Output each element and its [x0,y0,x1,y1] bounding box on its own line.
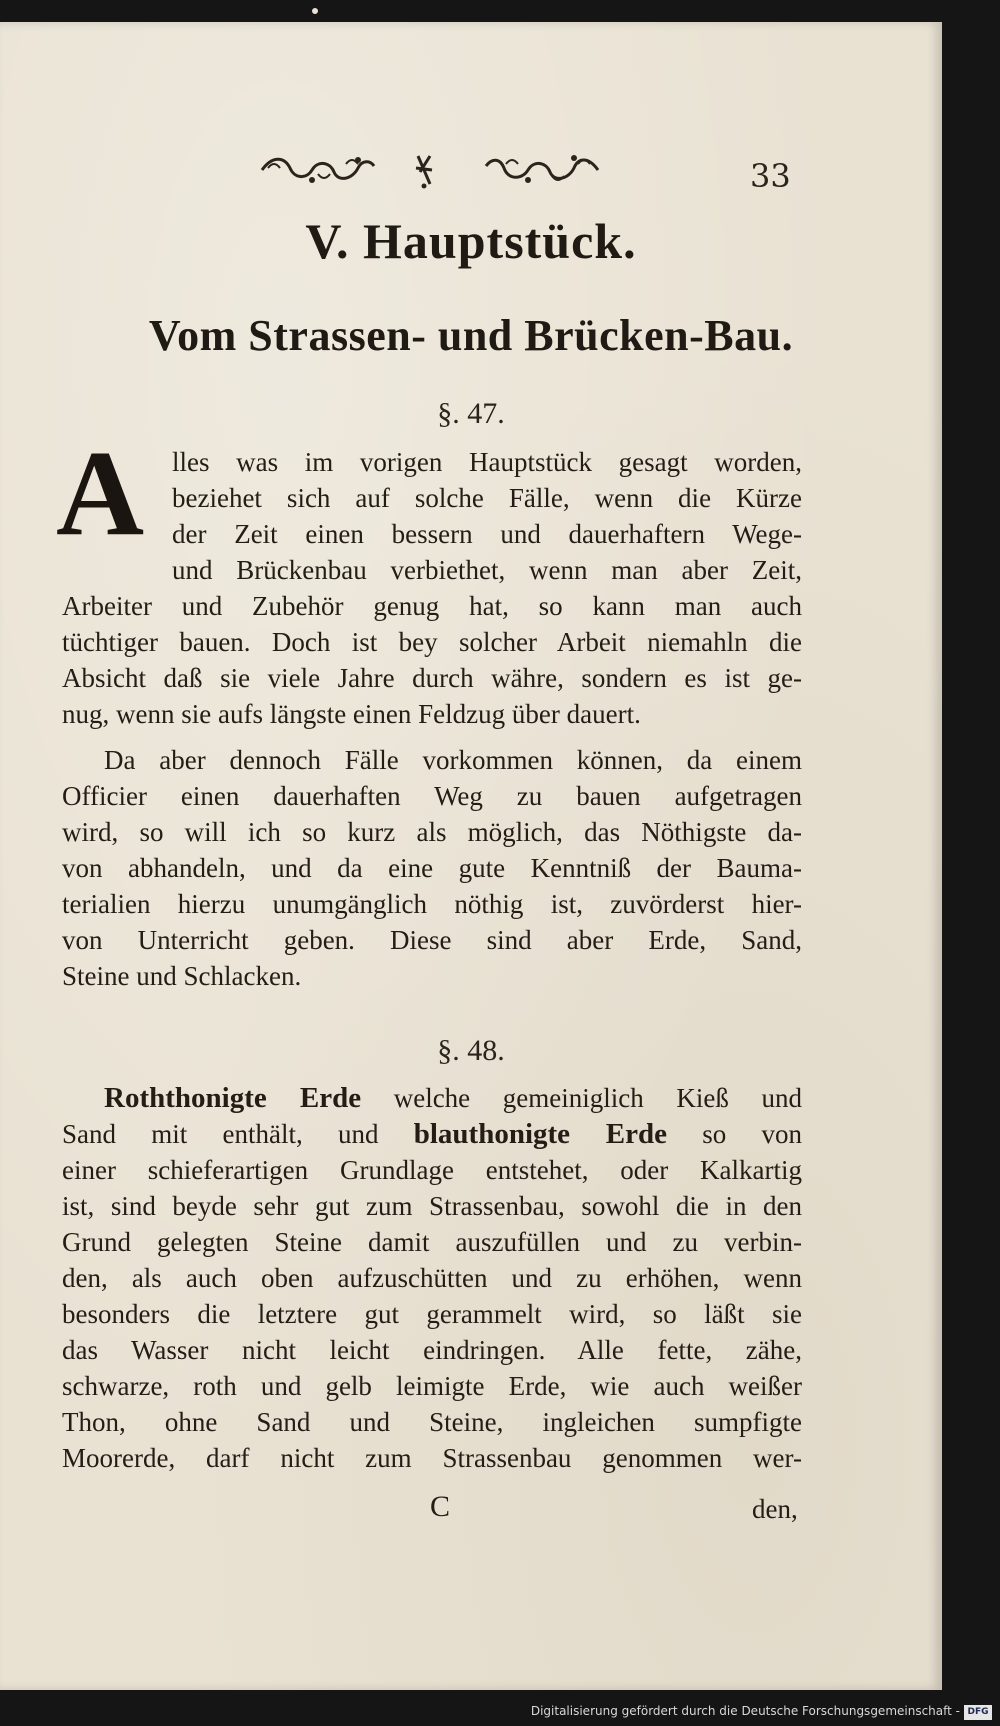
catchword: den, [752,1494,798,1524]
text-line: tüchtiger bauen. Doch ist bey solcher Arbeit niemahln die [62,627,802,657]
text-run: so von [667,1119,802,1149]
text-line: Absicht daß sie viele Jahre durch währe, sondern es ist ge- [62,663,802,693]
page-number: 33 [750,157,791,195]
signature-mark: C [430,1490,451,1523]
text-line: der Zeit einen bessern und dauerhaftern Wege- [172,519,802,549]
text-line: besonders die letztere gut gerammelt wird, so läßt sie [62,1299,802,1329]
text-line: Arbeiter und Zubehör genug hat, so kann man auch [62,591,802,621]
bold-term: blauthonigte Erde [413,1118,667,1150]
dfg-logo-icon: DFG [964,1705,992,1720]
ornament-right-icon [482,150,602,190]
text-run: welche gemeiniglich Kieß und [361,1083,802,1113]
digitization-credit: Digitalisierung gefördert durch die Deutsche Forschungsgemeinschaft - [530,1704,960,1718]
book-page [0,22,942,1690]
text-line: das Wasser nicht leicht eindringen. Alle fette, zähe, [62,1335,802,1365]
ornament-left-icon [258,150,378,190]
text-line: von Unterricht geben. Diese sind aber Erde, Sand, [62,925,802,955]
text-line: und Brückenbau verbiethet, wenn man aber Zeit, [172,555,802,585]
text-line: nug, wenn sie aufs längste einen Feldzug über dauert. [62,699,641,729]
ornament-center-icon [412,150,436,190]
digitization-footer [0,1700,1000,1726]
text-line: schwarze, roth und gelb leimigte Erde, wie auch weißer [62,1371,802,1401]
section-heading-48: §. 48. [437,1034,505,1067]
bold-term: Roththonigte Erde [104,1082,362,1114]
text-line: Grund gelegten Steine damit auszufüllen und zu verbin- [62,1227,802,1257]
text-line: ist, sind beyde sehr gut zum Strassenbau, sowohl die in den [62,1191,802,1221]
text-line: Officier einen dauerhaften Weg zu bauen aufgetragen [62,781,802,811]
text-line: lles was im vorigen Hauptstück gesagt worden, [172,447,802,477]
drop-cap: A [56,426,145,561]
text-line: Steine und Schlacken. [62,961,302,991]
section-heading-47: §. 47. [437,397,505,430]
text-line: den, als auch oben aufzuschütten und zu erhöhen, wenn [62,1263,802,1293]
text-run: Sand mit enthält, und [62,1119,414,1149]
chapter-subtitle: Vom Strassen- und Brücken-Bau. [148,311,794,360]
text-line: wird, so will ich so kurz als möglich, das Nöthigste da- [62,817,802,847]
text-line: beziehet sich auf solche Fälle, wenn die Kürze [172,483,802,513]
scan-speck [312,8,318,14]
chapter-title: V. Hauptstück. [305,213,637,269]
text-line: Moorerde, darf nicht zum Strassenbau genommen wer- [62,1443,802,1473]
text-line: Da aber dennoch Fälle vorkommen können, da einem [104,745,802,775]
text-line [62,1116,802,1152]
text-line: von abhandeln, und da eine gute Kenntniß der Bauma- [62,853,802,883]
text-line: terialien hierzu unumgänglich nöthig ist, zuvörderst hier- [62,889,802,919]
text-line: Thon, ohne Sand und Steine, ingleichen sumpfigte [62,1407,802,1437]
text-line: einer schieferartigen Grundlage entstehet, oder Kalkartig [62,1155,802,1185]
text-line [104,1080,802,1116]
